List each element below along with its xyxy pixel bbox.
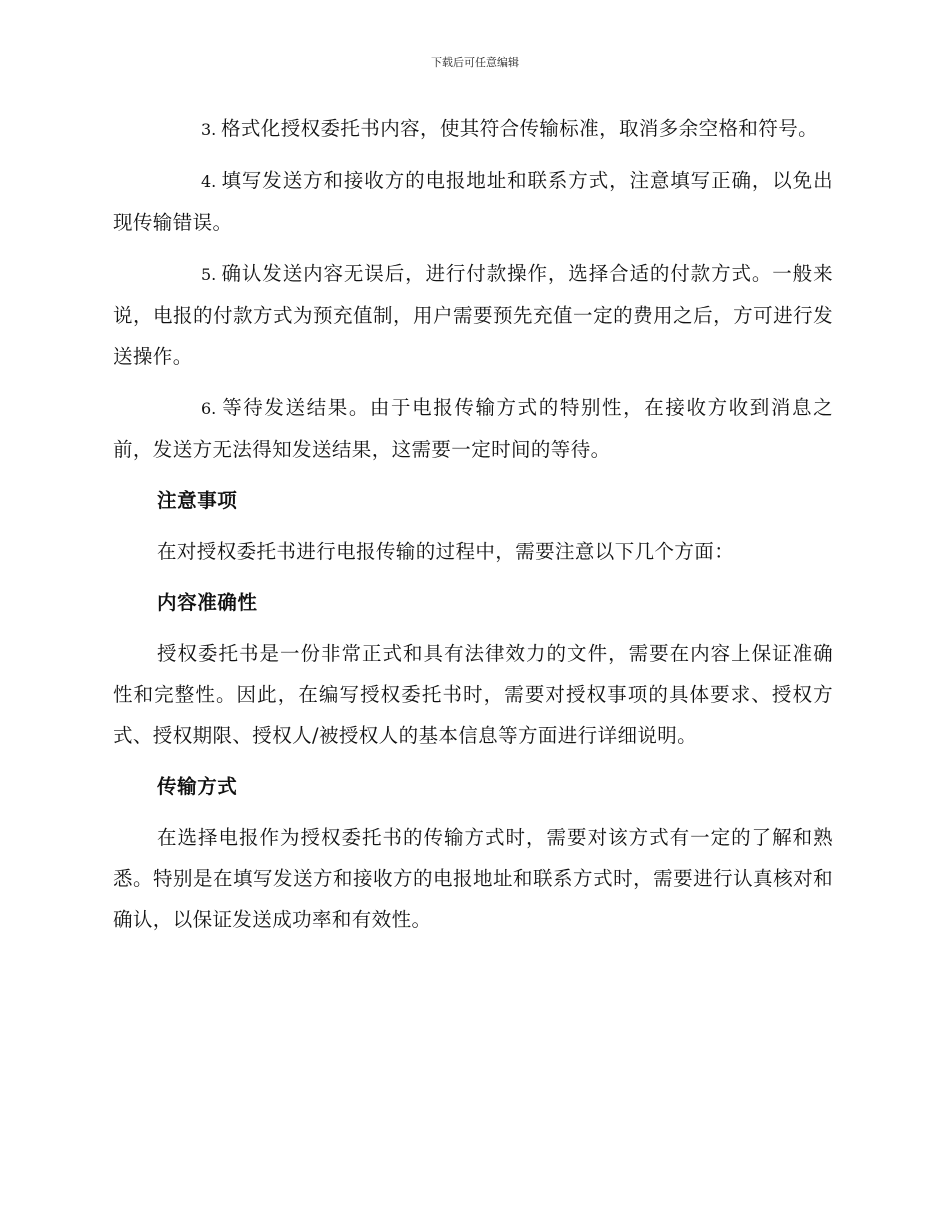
step-item bbox=[113, 387, 833, 470]
step-text: 等待发送结果。由于电报传输方式的特别性，在接收方收到消息之前，发送方无法得知发送结果，这需要一定时间的等待。 bbox=[113, 396, 833, 461]
notes-intro: 在对授权委托书进行电报传输的过程中，需要注意以下几个方面： bbox=[157, 540, 735, 563]
step-number: 3. bbox=[201, 120, 217, 139]
step-number: 5. bbox=[201, 265, 217, 284]
step-number: 4. bbox=[201, 172, 217, 191]
step-number: 6. bbox=[201, 399, 217, 418]
page-header: 下载后可任意编辑 bbox=[431, 56, 519, 69]
transmission-paragraph: 在选择电报作为授权委托书的传输方式时，需要对该方式有一定的了解和熟悉。特别是在填写发送方和接收方的电报地址和联系方式时，需要进行认真核对和确认，以保证发送成功率和有效性。 bbox=[113, 826, 833, 931]
step-text: 填写发送方和接收方的电报地址和联系方式，注意填写正确，以免出现传输错误。 bbox=[113, 169, 833, 234]
accuracy-paragraph: 授权委托书是一份非常正式和具有法律效力的文件，需要在内容上保证准确性和完整性。因此，在编写授权委托书时，需要对授权事项的具体要求、授权方式、授权期限、授权人/被授权人的基本信息等方面进行详细说明。 bbox=[113, 642, 833, 747]
step-text: 确认发送内容无误后，进行付款操作，选择合适的付款方式。一般来说，电报的付款方式为预充值制，用户需要预先充值一定的费用之后，方可进行发送操作。 bbox=[113, 262, 833, 368]
document-body bbox=[113, 108, 833, 950]
step-item bbox=[113, 253, 833, 377]
section-heading-notes: 注意事项 bbox=[157, 489, 238, 512]
step-item bbox=[113, 160, 833, 243]
step-item bbox=[113, 108, 833, 150]
section-heading-accuracy: 内容准确性 bbox=[157, 591, 258, 614]
section-heading-transmission: 传输方式 bbox=[157, 775, 238, 798]
step-text: 格式化授权委托书内容，使其符合传输标准，取消多余空格和符号。 bbox=[221, 117, 819, 140]
